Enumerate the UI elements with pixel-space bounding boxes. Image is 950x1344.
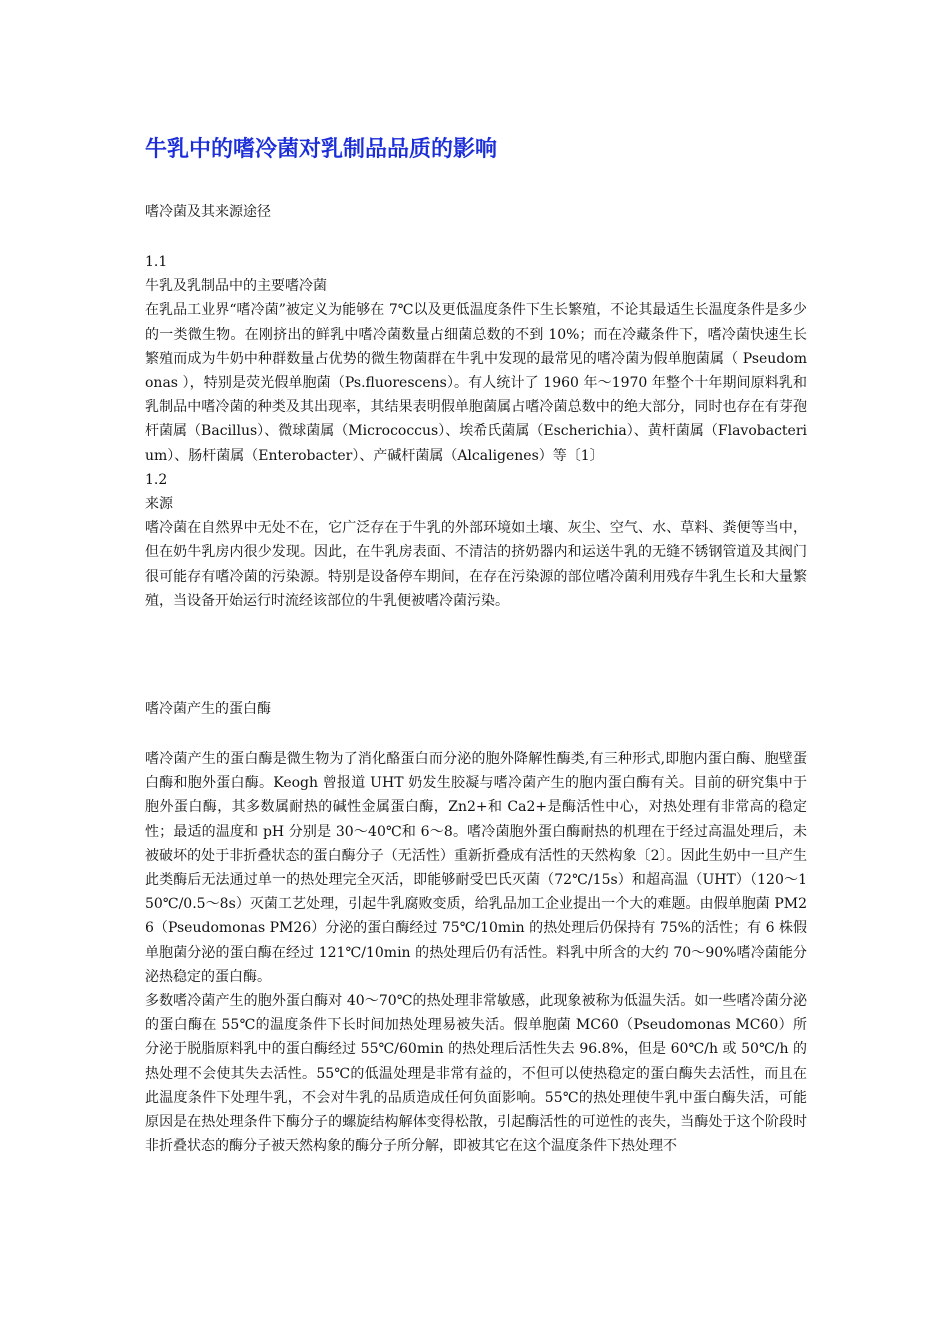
section-2-content <box>145 747 807 1158</box>
subsection-number-1-2: 1.2 <box>145 471 168 488</box>
paragraph-protease-heat-stability: 嗜冷菌产生的蛋白酶是微生物为了消化酪蛋白而分泌的胞外降解性酶类,有三种形式,即胞内蛋白酶、胞壁蛋白酶和胞外蛋白酶。Keogh 曾报道 UHT 奶发生胶凝与嗜冷菌产生的胞内蛋白酶有关。目前的研究集中于胞外蛋白酶，其多数属耐热的碱性金属蛋白酶，Zn2+和 Ca2+是酶活性中心，对热处理有非常高的稳定性；最适的温度和 pH 分别是 30～40℃和 6～8。嗜冷菌胞外蛋白酶耐热的机理在于经过高温处理后，未被破坏的处于非折叠状态的蛋白酶分子（无活性）重新折叠成有活性的天然构象〔2〕。因此生奶中一旦产生此类酶后无法通过单一的热处理完全灭活，即能够耐受巴氏灭菌（72℃/15s）和超高温（UHT）（120～150℃/0.5～8s）灭菌工艺处理，引起牛乳腐败变质，给乳品加工企业提出一个大的难题。由假单胞菌 PM26（Pseudomonas PM26）分泌的蛋白酶经过 75℃/10min 的热处理后仍保持有 75%的活性；有 6 株假单胞菌分泌的蛋白酶在经过 121℃/10min 的热处理后仍有活性。料乳中所含的大约 70～90%嗜冷菌能分泌热稳定的蛋白酶。 <box>145 751 807 985</box>
section-heading-psychrotroph-sources: 嗜冷菌及其来源途径 <box>145 204 271 220</box>
section-1-content <box>145 250 807 613</box>
paragraph-psychrotroph-definition: 在乳品工业界“嗜冷菌”被定义为能够在 7℃以及更低温度条件下生长繁殖，不论其最适生长温度条件是多少的一类微生物。在刚挤出的鲜乳中嗜冷菌数量占细菌总数的不到 10%；而在冷藏条件下，嗜冷菌快速生长繁殖而成为牛奶中种群数量占优势的微生物菌群在牛乳中发现的最常见的嗜冷菌为假单胞菌属（ Pseudomonas ），特别是荧光假单胞菌（Ps.fluorescens）。有人统计了 1960 年～1970 年整个十年期间原料乳和乳制品中嗜冷菌的种类及其出现率，其结果表明假单胞菌属占嗜冷菌总数中的绝大部分，同时也存在有芽孢杆菌属（Bacillus）、微球菌属（Micrococcus）、埃希氏菌属（Escherichia）、黄杆菌属（Flavobacterium）、肠杆菌属（Enterobacter）、产碱杆菌属（Alcaligenes）等〔1〕 <box>145 302 807 464</box>
subsection-heading-main-psychrotrophs: 牛乳及乳制品中的主要嗜冷菌 <box>145 278 327 295</box>
subsection-heading-sources: 来源 <box>145 496 173 513</box>
paragraph-contamination-sources: 嗜冷菌在自然界中无处不在，它广泛存在于牛乳的外部环境如土壤、灰尘、空气、水、草料、粪便等当中，但在奶牛乳房内很少发现。因此，在牛乳房表面、不清洁的挤奶器内和运送牛乳的无缝不锈钢管道及其阀门很可能存有嗜冷菌的污染源。特别是设备停车期间，在存在污染源的部位嗜冷菌利用残存牛乳生长和大量繁殖，当设备开始运行时流经该部位的牛乳便被嗜冷菌污染。 <box>145 520 807 609</box>
paragraph-low-temperature-inactivation: 多数嗜冷菌产生的胞外蛋白酶对 40～70℃的热处理非常敏感，此现象被称为低温失活。如一些嗜冷菌分泌的蛋白酶在 55℃的温度条件下长时间加热处理易被失活。假单胞菌 MC60（Pseudomonas MC60）所分泌于脱脂原料乳中的蛋白酶经过 55℃/60min 的热处理后活性失去 96.8%，但是 60℃/h 或 50℃/h 的热处理不会使其失去活性。55℃的低温处理是非常有益的，不但可以使热稳定的蛋白酶失去活性，而且在此温度条件下处理牛乳，不会对牛乳的品质造成任何负面影响。55℃的热处理使牛乳中蛋白酶失活，可能原因是在热处理条件下酶分子的螺旋结构解体变得松散，引起酶活性的可逆性的丧失，当酶处于这个阶段时非折叠状态的酶分子被天然构象的酶分子所分解，即被其它在这个温度条件下热处理不 <box>145 993 807 1155</box>
section-heading-proteases: 嗜冷菌产生的蛋白酶 <box>145 701 271 717</box>
document-title: 牛乳中的嗜冷菌对乳制品品质的影响 <box>145 136 498 162</box>
subsection-number-1-1: 1.1 <box>145 254 168 270</box>
